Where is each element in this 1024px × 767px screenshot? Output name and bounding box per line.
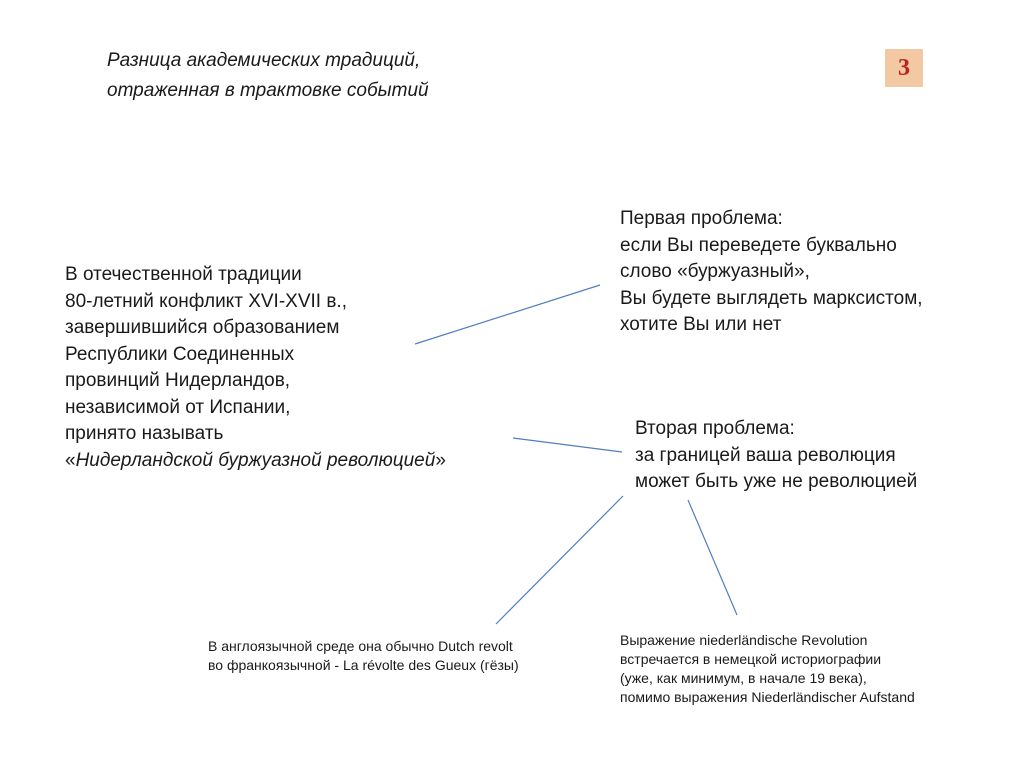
left-line-5: провинций Нидерландов, bbox=[65, 370, 291, 391]
de-line-3: (уже, как минимум, в начале 19 века), bbox=[620, 670, 867, 686]
p1-line-4: Вы будете выглядеть марксистом, bbox=[620, 287, 923, 309]
p1-line-2: если Вы переведете буквально bbox=[620, 234, 897, 256]
p2-line-3: может быть уже не революцией bbox=[635, 471, 918, 492]
de-line-4: помимо выражения Niederländischer Aufstand bbox=[620, 689, 915, 705]
p1-line-1: Первая проблема: bbox=[620, 208, 783, 229]
page-number-badge: 3 bbox=[885, 49, 923, 87]
p2-line-2: за границей ваша революция bbox=[635, 444, 896, 466]
title-line-1: Разница академических традиций, bbox=[107, 50, 421, 71]
connector-second-to-german bbox=[688, 500, 737, 615]
quote-close: » bbox=[435, 449, 446, 471]
quote-text: Нидерландской буржуазной революцией bbox=[75, 449, 436, 471]
de-line-1: Выражение niederländische Revolution bbox=[620, 632, 868, 648]
connector-left-to-second bbox=[513, 438, 622, 452]
quote-open: « bbox=[65, 449, 76, 471]
left-line-3: завершившийся образованием bbox=[65, 317, 340, 338]
left-line-6: независимой от Испании, bbox=[65, 396, 291, 418]
left-line-1: В отечественной традиции bbox=[65, 264, 302, 285]
de-line-2: встречается в немецкой историографии bbox=[620, 651, 882, 667]
en-line-1: В англоязычной среде она обычно Dutch revolt bbox=[208, 638, 513, 654]
p1-line-3: слово «буржуазный», bbox=[620, 261, 810, 282]
p1-line-5: хотите Вы или нет bbox=[620, 314, 782, 335]
connector-left-to-first bbox=[415, 285, 600, 344]
p2-line-1: Вторая проблема: bbox=[635, 418, 795, 439]
left-line-2: 80-летний конфликт XVI-XVII в., bbox=[65, 290, 347, 312]
left-line-7: принято называть bbox=[65, 423, 224, 444]
connector-second-to-english bbox=[496, 496, 623, 624]
en-line-2: во франкоязычной - La révolte des Gueux (гёзы) bbox=[208, 657, 519, 673]
left-line-4: Республики Соединенных bbox=[65, 343, 295, 365]
title-line-2: отраженная в трактовке событий bbox=[107, 80, 429, 101]
